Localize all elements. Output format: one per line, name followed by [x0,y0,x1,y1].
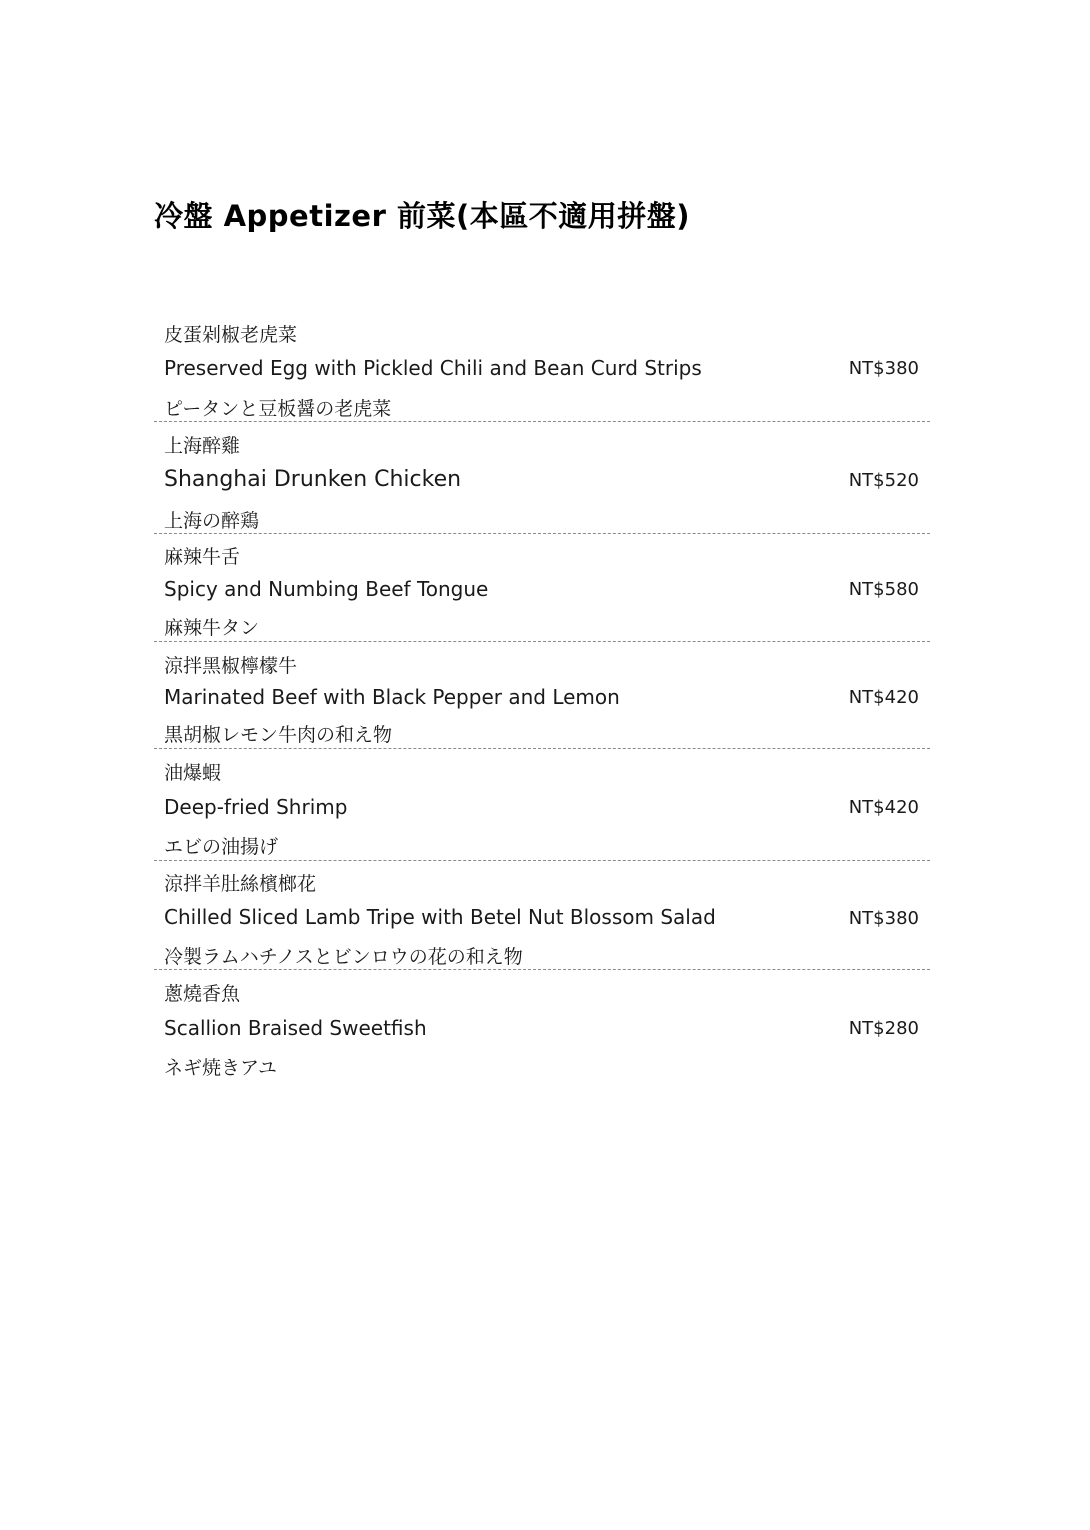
dish-price: NT$420 [848,687,919,708]
dish-name-chinese: 上海醉雞 [164,435,241,457]
dish-name-japanese: 冷製ラムハチノスとビンロウの花の和え物 [164,946,523,968]
dish-price: NT$520 [848,470,919,491]
dish-name-english: Spicy and Numbing Beef Tongue [164,577,489,601]
dish-name-japanese: エビの油揚げ [164,836,279,858]
dish-price: NT$380 [848,358,919,379]
menu-item [154,861,930,970]
dish-price: NT$420 [848,797,919,818]
menu-item [154,422,930,534]
dish-name-japanese: 上海の醉鶏 [164,510,260,532]
dish-name-english: Marinated Beef with Black Pepper and Lemon [164,685,620,709]
dish-name-english: Shanghai Drunken Chicken [164,467,462,492]
menu-list [154,312,930,1082]
dish-name-japanese: ネギ焼きアユ [164,1057,278,1079]
dish-name-english: Deep-fried Shrimp [164,795,348,819]
dish-price: NT$280 [848,1018,919,1039]
menu-item [154,749,930,861]
menu-item [154,970,930,1082]
dish-name-chinese: 皮蛋剁椒老虎菜 [164,324,298,346]
dish-name-japanese: 黒胡椒レモン牛肉の和え物 [164,724,393,746]
dish-name-japanese: ピータンと豆板醤の老虎菜 [164,398,392,420]
dish-name-chinese: 涼拌羊肚絲檳榔花 [164,873,317,895]
dish-name-chinese: 油爆蝦 [164,762,222,784]
dish-name-english: Chilled Sliced Lamb Tripe with Betel Nut Blossom Salad [164,905,716,929]
menu-item [154,312,930,422]
dish-price: NT$580 [848,579,919,600]
dish-name-english: Preserved Egg with Pickled Chili and Bean Curd Strips [164,356,702,380]
dish-name-japanese: 麻辣牛タン [164,617,260,639]
menu-item [154,642,930,749]
dish-name-chinese: 蔥燒香魚 [164,983,241,1005]
dish-price: NT$380 [848,908,919,929]
dish-name-english: Scallion Braised Sweetfish [164,1016,427,1040]
dish-name-chinese: 麻辣牛舌 [164,546,241,568]
menu-item [154,534,930,642]
dish-name-chinese: 涼拌黑椒檸檬牛 [164,655,298,677]
page-title: 冷盤 Appetizer 前菜(本區不適用拼盤) [154,199,690,233]
